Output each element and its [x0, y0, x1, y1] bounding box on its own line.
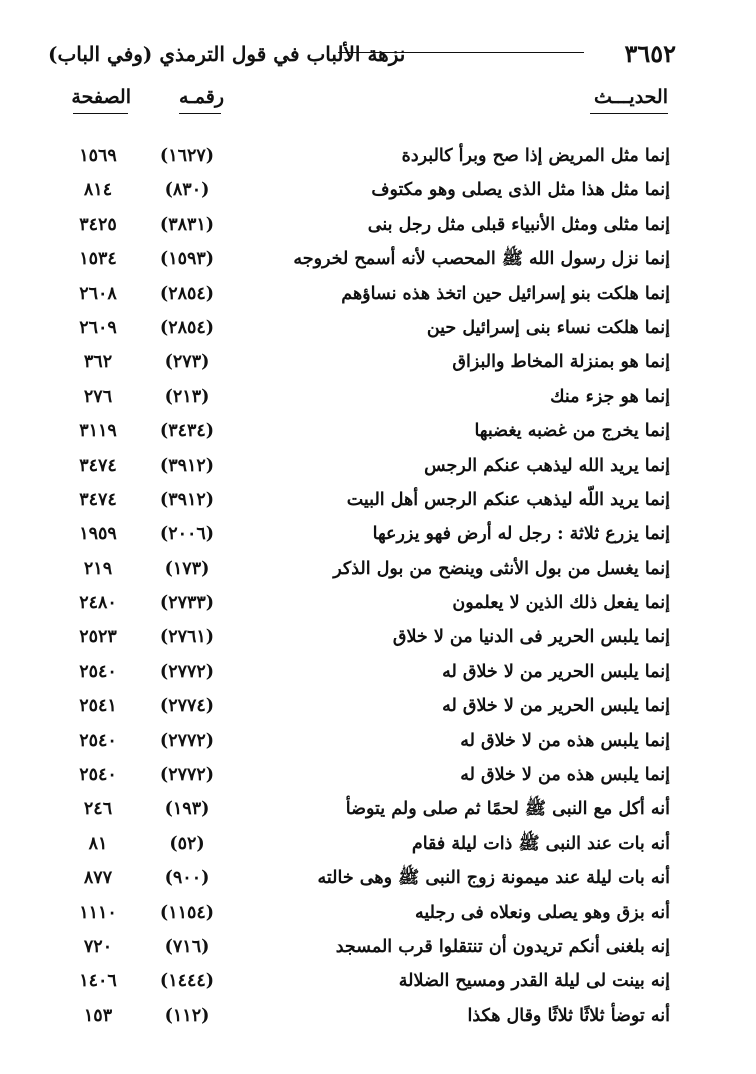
page-reference: ٣٦٢: [83, 352, 113, 373]
page-reference: ٢٥٤٠: [79, 730, 117, 751]
hadith-text: إنما يلبس الحرير من لا خلاق له: [442, 696, 670, 717]
page-reference: ٣٤٧٤: [79, 455, 117, 476]
index-row: [0, 244, 756, 278]
hadith-text: إنما يلبس هذه من لا خلاق له: [460, 765, 670, 786]
hadith-text: إنه بينت لى ليلة القدر ومسيح الضلالة: [398, 971, 670, 992]
page-reference: ٣٤٧٤: [79, 489, 117, 510]
hadith-number: (٢٨٥٤): [159, 283, 215, 304]
hadith-text: أنه أكل مع النبى ﷺ لحمًا ثم صلى ولم يتوضأ: [345, 799, 670, 820]
hadith-number: (٧١٦): [164, 936, 210, 957]
index-row: [0, 347, 756, 381]
hadith-number: (٩٠٠): [164, 868, 210, 889]
index-row: [0, 622, 756, 656]
hadith-number: (٥٢): [169, 833, 205, 854]
index-row: [0, 1001, 756, 1035]
column-header-number-underline: [179, 113, 221, 114]
index-row: [0, 863, 756, 897]
index-row: [0, 760, 756, 794]
index-row: [0, 279, 756, 313]
hadith-text: إنما يلبس هذه من لا خلاق له: [460, 730, 670, 751]
page-reference: ٢٦٠٩: [79, 317, 117, 338]
hadith-number: (٢٧٣٣): [159, 593, 215, 614]
page-reference: ٢٥٤١: [79, 696, 117, 717]
page-reference: ١٤٠٦: [79, 971, 117, 992]
hadith-number: (١١٢): [164, 1005, 210, 1026]
hadith-number: (٢٧٦١): [159, 627, 215, 648]
hadith-text: إنما هو جزء منك: [550, 386, 670, 407]
hadith-number: (٢٠٠٦): [159, 524, 215, 545]
hadith-number: (٣٤٣٤): [159, 421, 215, 442]
index-row: [0, 554, 756, 588]
page-reference: ٢٦٠٨: [79, 283, 117, 304]
index-row: [0, 210, 756, 244]
page-reference: ١٥٦٩: [79, 146, 117, 166]
hadith-number: (٢٧٧٢): [159, 765, 215, 786]
page-number: ٣٦٥٢: [624, 39, 676, 68]
page-reference: ٢٧٦: [83, 386, 113, 407]
hadith-text: إنما يلبس الحرير فى الدنيا من لا خلاق: [392, 627, 670, 648]
page-reference: ٢٥٤٠: [79, 765, 117, 786]
column-header-hadith-underline: [590, 113, 668, 114]
column-header-page: الصفحة: [71, 86, 131, 108]
hadith-number: (١٤٤٤): [159, 971, 215, 992]
page-reference: ٢٥٤٠: [79, 661, 117, 682]
index-row: [0, 794, 756, 828]
page-reference: ٣١١٩: [79, 421, 117, 442]
hadith-text: إنما يريد الله ليذهب عنكم الرجس: [424, 455, 670, 476]
page-reference: ٢٥٢٣: [79, 627, 117, 648]
page-reference: ٢٤٦: [83, 799, 113, 820]
index-row: [0, 829, 756, 863]
hadith-number: (١٥٩٣): [159, 249, 215, 270]
page-reference: ٢٤٨٠: [79, 593, 117, 614]
page-reference: ٨١: [88, 833, 108, 854]
hadith-number: (٨٣٠): [164, 180, 210, 201]
hadith-text: إنما مثل المريض إذا صح وبرأ كالبردة: [401, 146, 670, 166]
hadith-number: (٢٧٣): [164, 352, 210, 373]
index-row: [0, 313, 756, 347]
index-row: [0, 485, 756, 519]
page-reference: ٨١٤: [83, 180, 113, 201]
index-row: [0, 691, 756, 725]
hadith-number: (١٩٣): [164, 799, 210, 820]
page-reference: ١١١٠: [79, 902, 117, 923]
index-entries: [0, 141, 756, 1035]
hadith-text: إنما يزرع ثلاثة : رجل له أرض فهو يزرعها: [372, 524, 670, 545]
hadith-number: (١١٥٤): [159, 902, 215, 923]
index-row: [0, 175, 756, 209]
hadith-text: إنما مثلى ومثل الأنبياء قبلى مثل رجل بنى: [367, 214, 670, 235]
hadith-number: (٣٩١٢): [159, 489, 215, 510]
index-row: [0, 382, 756, 416]
hadith-text: إنما هلكت بنو إسرائيل حين اتخذ هذه نساؤهم: [341, 283, 670, 304]
hadith-text: أنه بزق وهو يصلى ونعلاه فى رجليه: [415, 902, 670, 923]
hadith-number: (٢٨٥٤): [159, 317, 215, 338]
column-header-page-underline: [73, 113, 128, 114]
page-reference: ١٥٣٤: [79, 249, 117, 270]
column-header-hadith: الحديـــث: [594, 86, 668, 108]
hadith-text: إنما يفعل ذلك الذين لا يعلمون: [452, 593, 670, 614]
hadith-text: إنما يريد اللّه ليذهب عنكم الرجس أهل البيت: [346, 489, 670, 510]
hadith-text: أنه بات عند النبى ﷺ ذات ليلة فقام: [411, 833, 670, 854]
index-row: [0, 966, 756, 1000]
hadith-text: إنما نزل رسول الله ﷺ المحصب لأنه أسمح لخروجه: [293, 249, 670, 270]
index-row: [0, 519, 756, 553]
hadith-number: (٣٩١٢): [159, 455, 215, 476]
index-row: [0, 416, 756, 450]
index-row: [0, 141, 756, 175]
index-row: [0, 898, 756, 932]
page-reference: ١٥٣: [83, 1005, 113, 1026]
column-headers: [0, 84, 756, 116]
page-reference: ١٩٥٩: [79, 524, 117, 545]
index-row: [0, 451, 756, 485]
hadith-number: (٣٨٣١): [159, 214, 215, 235]
hadith-text: إنه بلغنى أنكم تريدون أن تنتقلوا قرب المسجد: [335, 936, 670, 957]
book-title: نزهة الألباب في قول الترمذي (وفي الباب): [48, 42, 406, 66]
hadith-text: إنما مثل هذا مثل الذى يصلى وهو مكتوف: [371, 180, 670, 201]
index-row: [0, 726, 756, 760]
index-row: [0, 932, 756, 966]
hadith-number: (٢٧٧٢): [159, 661, 215, 682]
hadith-text: أنه بات ليلة عند ميمونة زوج النبى ﷺ وهى خالته: [317, 868, 670, 889]
hadith-number: (١٧٣): [164, 558, 210, 579]
hadith-text: إنما يلبس الحرير من لا خلاق له: [442, 661, 670, 682]
page-reference: ٨٧٧: [83, 868, 113, 889]
column-header-number: رقمـه: [179, 86, 224, 108]
page-reference: ٣٤٢٥: [79, 214, 117, 235]
running-head: [48, 38, 676, 70]
index-row: [0, 657, 756, 691]
hadith-text: إنما هو بمنزلة المخاط والبزاق: [452, 352, 670, 373]
page-reference: ٧٢٠: [83, 936, 113, 957]
index-row: [0, 588, 756, 622]
hadith-number: (٢٧٧٤): [159, 696, 215, 717]
hadith-text: إنما هلكت نساء بنى إسرائيل حين: [426, 317, 670, 338]
hadith-text: إنما يخرج من غضبه يغضبها: [474, 421, 670, 442]
hadith-text: إنما يغسل من بول الأنثى وينضح من بول الذكر: [333, 558, 670, 579]
hadith-number: (١٦٢٧): [159, 146, 215, 166]
hadith-text: أنه توضأ ثلاثًا ثلاثًا وقال هكذا: [467, 1005, 670, 1026]
page-reference: ٢١٩: [83, 558, 113, 579]
hadith-number: (٢٧٧٢): [159, 730, 215, 751]
hadith-number: (٢١٣): [164, 386, 210, 407]
